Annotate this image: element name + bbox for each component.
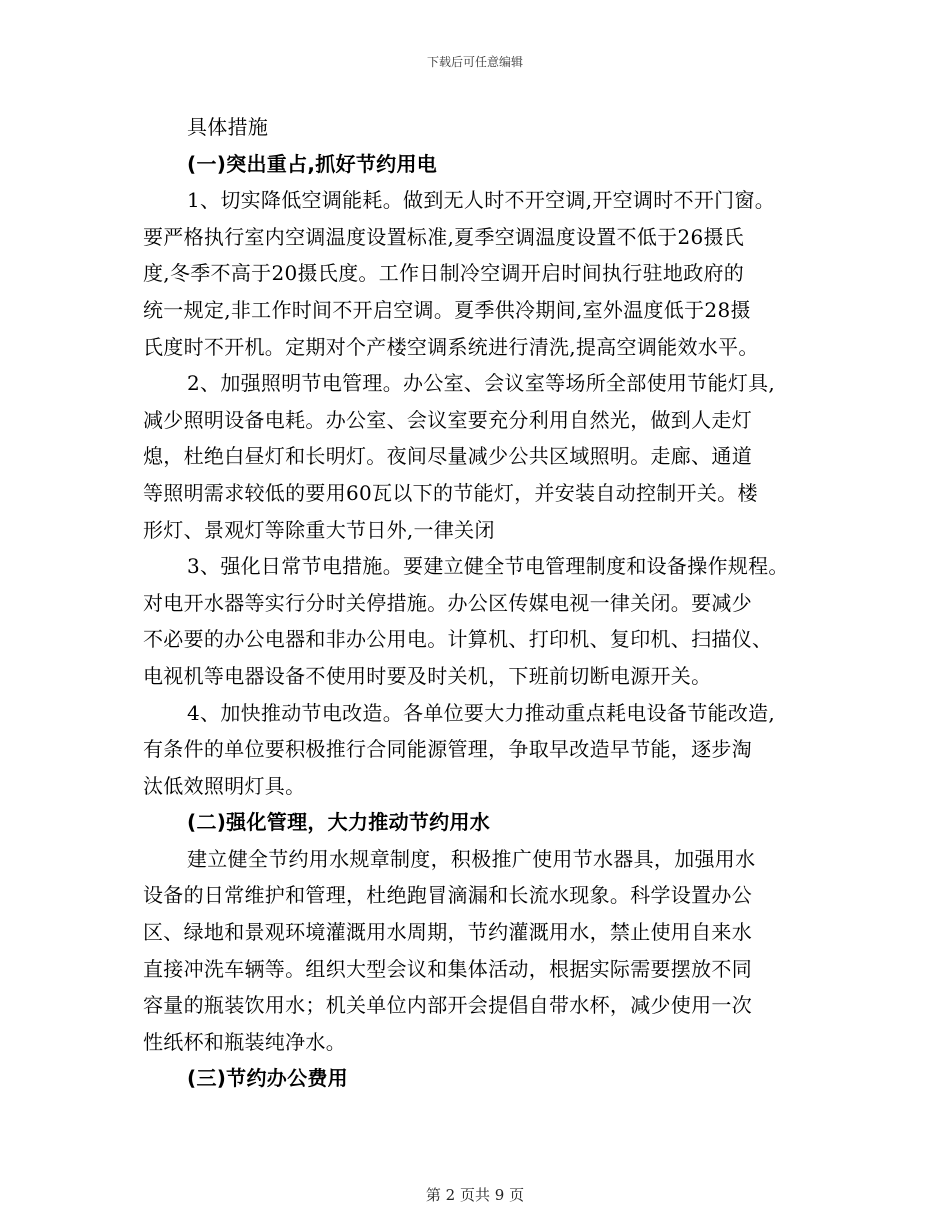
page-footer: 第 2 页共 9 页 — [425, 1186, 525, 1204]
paragraph-line: 4、加快推动节电改造。各单位要大力推动重点耗电设备节能改造, — [187, 700, 776, 725]
paragraph-line: 等照明需求较低的要用60瓦以下的节能灯，并安装自动控制开关。楼 — [143, 480, 758, 505]
paragraph-line: 电视机等电器设备不使用时要及时关机，下班前切断电源开关。 — [143, 663, 712, 688]
paragraph-line: 直接冲洗车辆等。组织大型会议和集体活动，根据实际需要摆放不同 — [143, 956, 752, 981]
page-header: 下载后可任意编辑 — [426, 55, 523, 69]
paragraph-line: 不必要的办公电器和非办公用电。计算机、打印机、复印机、扫描仪、 — [143, 627, 773, 652]
paragraph-line: 1、切实降低空调能耗。做到无人时不开空调,开空调时不开门窗。 — [187, 188, 776, 213]
paragraph-line: 形灯、景观灯等除重大节日外,一律关闭 — [143, 517, 495, 542]
paragraph-line: 容量的瓶装饮用水；机关单位内部开会提倡自带水杯，减少使用一次 — [143, 993, 752, 1018]
paragraph-line: 减少照明设备电耗。办公室、会议室要充分利用自然光，做到人走灯 — [143, 407, 752, 432]
subsection-heading: (二)强化管理，大力推动节约用水 — [187, 810, 491, 835]
paragraph-line: 统一规定,非工作时间不开启空调。夏季供冷期间,室外温度低于28摄 — [143, 297, 751, 322]
paragraph-line: 氏度时不开机。定期对个产楼空调系统进行清洗,提高空调能效水平。 — [143, 334, 759, 359]
paragraph-line: 区、绿地和景观环境灌溉用水周期，节约灌溉用水，禁止使用自来水 — [143, 920, 752, 945]
paragraph-line: 要严格执行室内空调温度设置标准,夏季空调温度设置不低于26摄氏 — [143, 224, 745, 249]
paragraph-line: 汰低效照明灯具。 — [143, 773, 306, 798]
subsection-heading: (三)节约办公费用 — [187, 1066, 348, 1091]
paragraph-line: 熄，杜绝白昼灯和长明灯。夜间尽量减少公共区域照明。走廊、通道 — [143, 444, 752, 469]
document-body — [143, 109, 823, 1097]
paragraph-line: 性纸杯和瓶装纯净水。 — [143, 1029, 346, 1054]
paragraph-line: 度,冬季不高于20摄氏度。工作日制冷空调开启时间执行驻地政府的 — [143, 261, 745, 286]
paragraph-line: 2、加强照明节电管理。办公室、会议室等场所全部使用节能灯具, — [187, 371, 776, 396]
paragraph-line: 有条件的单位要积极推行合同能源管理，争取早改造早节能，逐步淘 — [143, 737, 752, 762]
paragraph-line: 建立健全节约用水规章制度，积极推广使用节水器具，加强用水 — [187, 846, 756, 871]
section-heading: 具体措施 — [187, 115, 269, 139]
paragraph-line: 设备的日常维护和管理，杜绝跑冒滴漏和长流水现象。科学设置办公 — [143, 883, 752, 908]
paragraph-line: 3、强化日常节电措施。要建立健全节电管理制度和设备操作规程。 — [187, 554, 789, 579]
paragraph-line: 对电开水器等实行分时关停措施。办公区传媒电视一律关闭。要减少 — [143, 590, 752, 615]
subsection-heading: (一)突出重占,抓好节约用电 — [187, 151, 438, 176]
